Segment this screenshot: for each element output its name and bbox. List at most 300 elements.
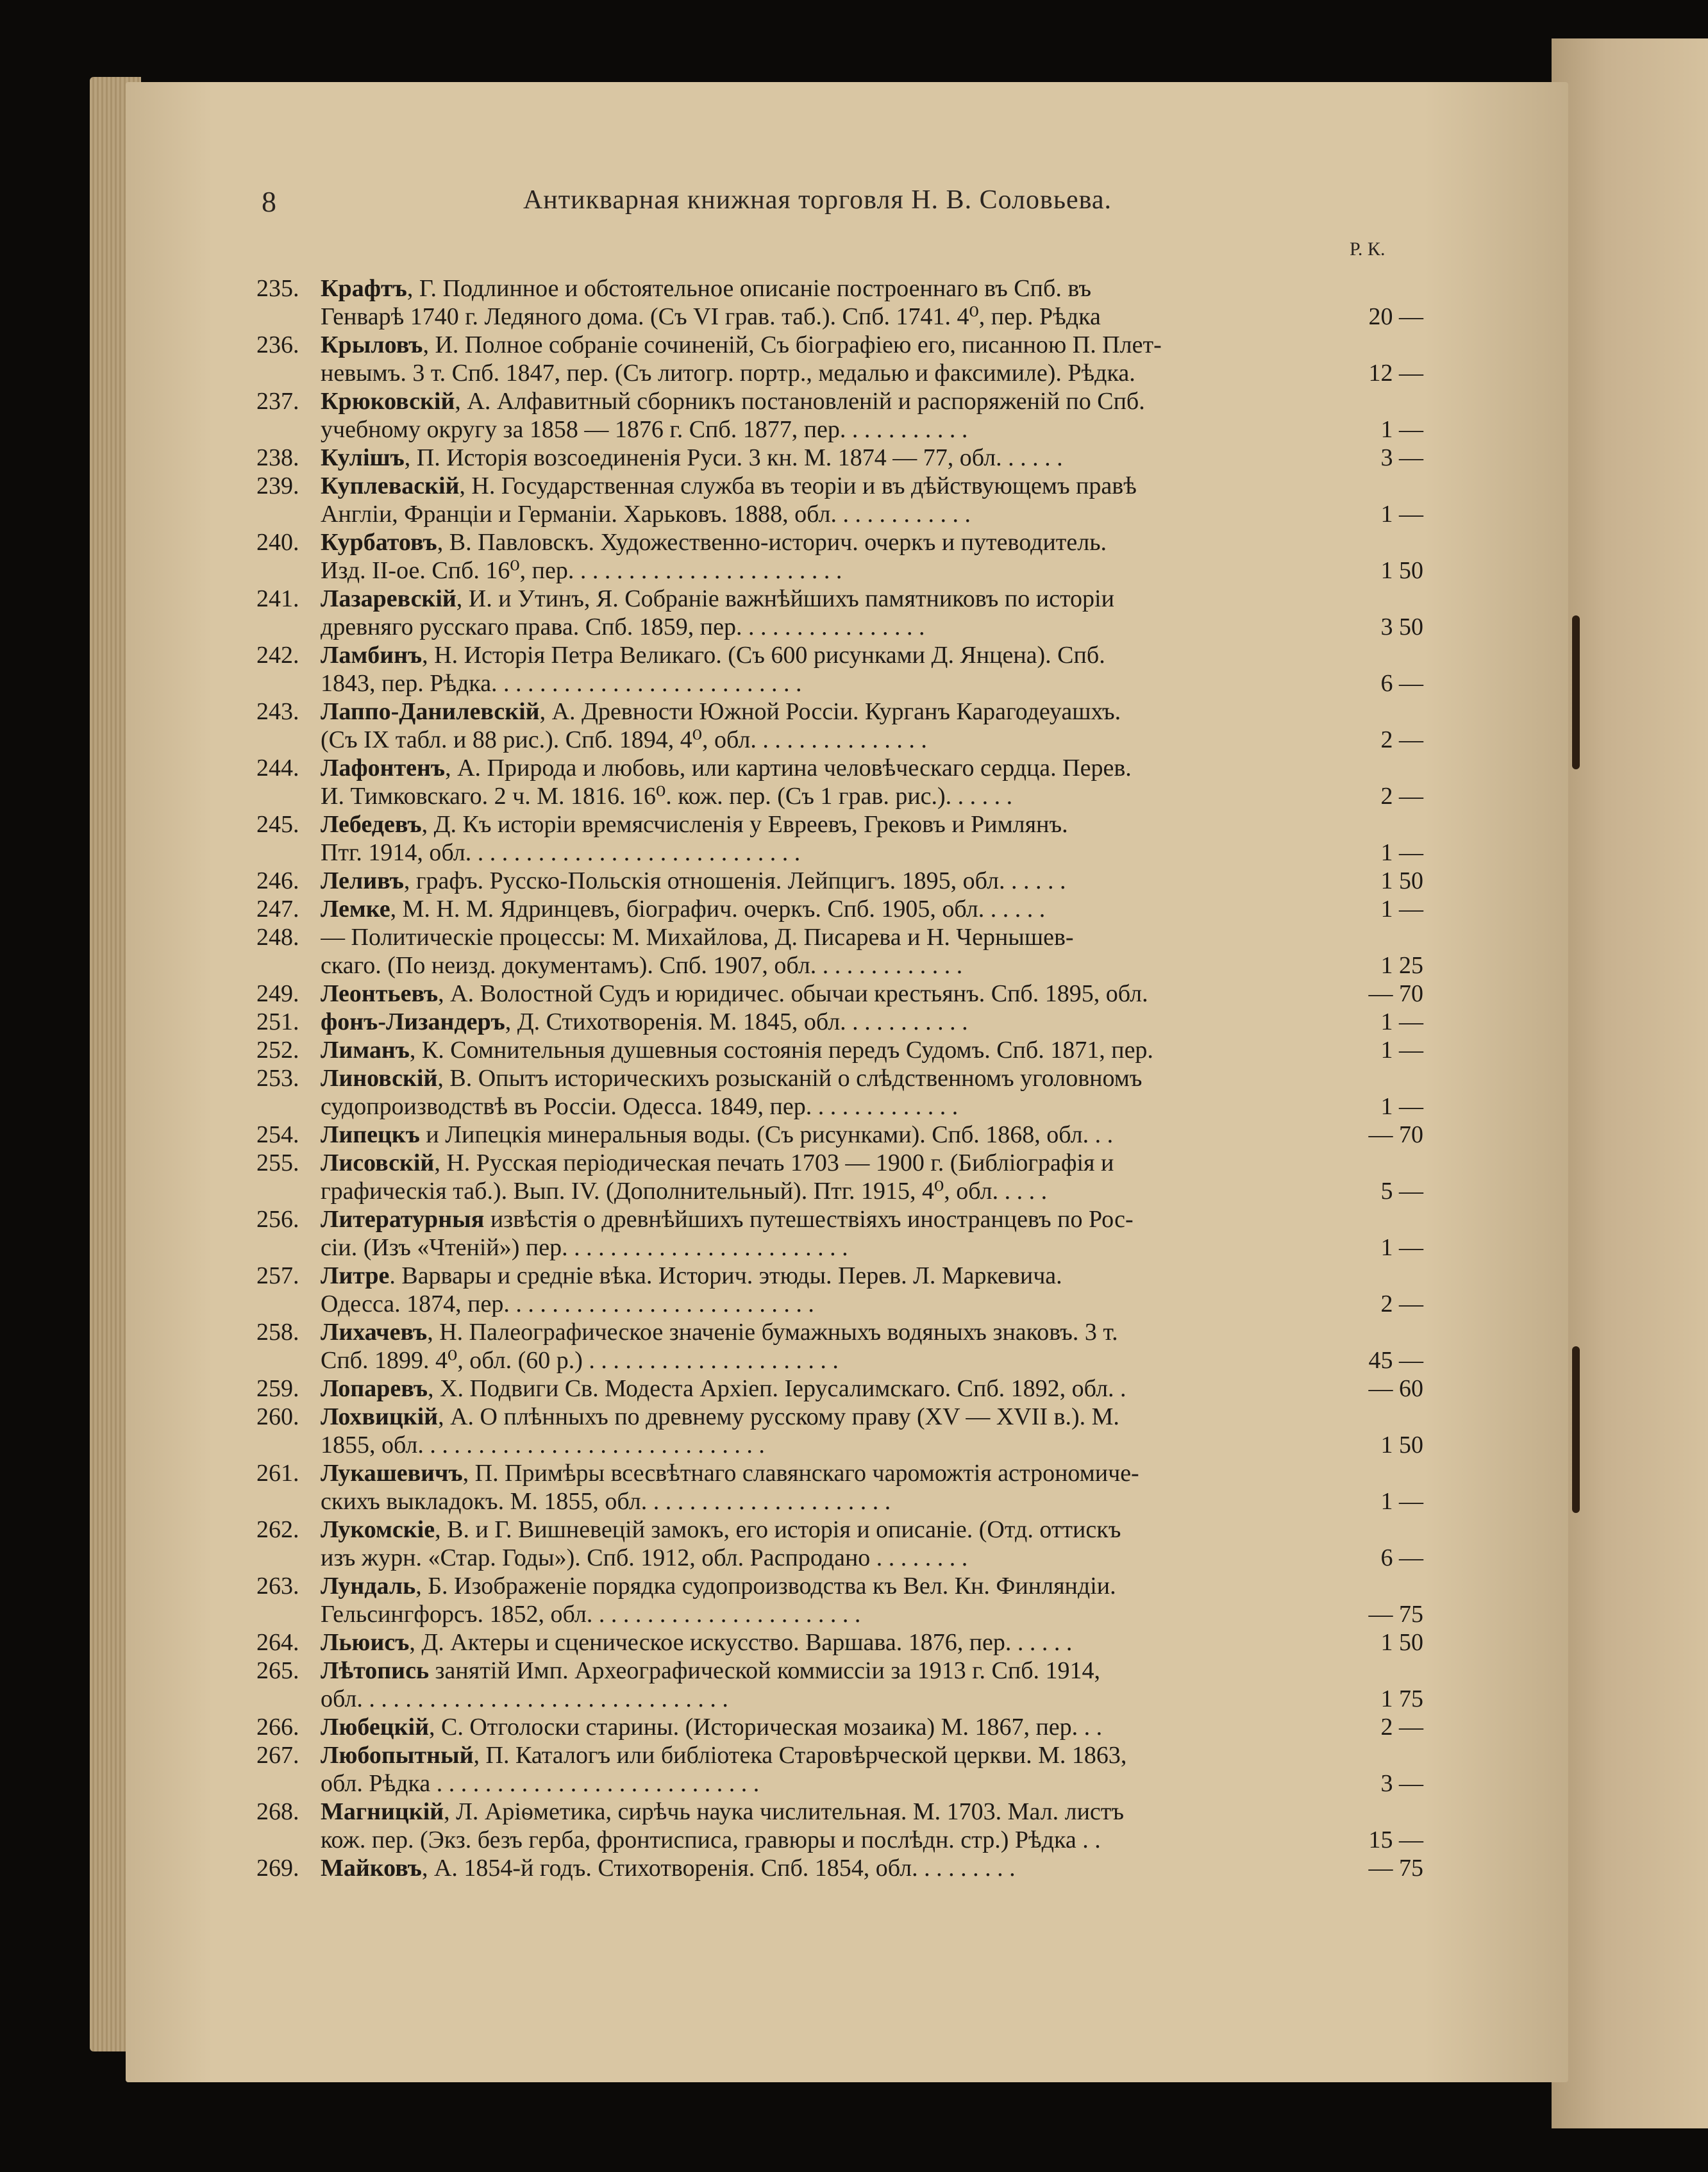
entry-line: [321, 1149, 1423, 1177]
entry-body: [321, 1149, 1423, 1205]
entry-text: [321, 1121, 1113, 1149]
catalogue-entry: [256, 1262, 1423, 1318]
entry-body: [321, 867, 1423, 895]
entry-description: , П. Примѣры всесвѣтнаго славянскаго чароможтія астрономиче-: [462, 1460, 1139, 1487]
entry-description: , Д. Къ исторіи времясчисленія у Евреевъ, Грековъ и Римлянъ.: [421, 811, 1068, 838]
entry-author: Лемке: [321, 896, 390, 923]
entry-body: [321, 923, 1423, 980]
entry-line: [321, 1628, 1423, 1657]
entry-description: , В. Павловскъ. Художественно-историч. очеркъ и путеводитель.: [437, 529, 1107, 556]
entry-author: Лундаль: [321, 1573, 416, 1600]
price-spacer: [1354, 923, 1423, 951]
catalogue-entry: [256, 528, 1423, 585]
entry-price: 1 50: [1380, 1432, 1423, 1458]
entry-body: [321, 1572, 1423, 1628]
entry-text: [321, 1741, 1126, 1769]
entry-text: [321, 415, 967, 444]
entry-line: [321, 1854, 1423, 1882]
entry-price: — 70: [1368, 1121, 1423, 1148]
entry-body: [321, 444, 1423, 472]
entry-description: , М. Н. М. Ядринцевъ, біографич. очеркъ. Спб. 1905, обл. . . . . .: [390, 896, 1046, 923]
entry-body: [321, 698, 1423, 754]
entry-body: [321, 331, 1423, 387]
entry-price: 1 —: [1380, 1008, 1423, 1035]
entry-price: 1 25: [1380, 952, 1423, 979]
catalogue-entry: [256, 754, 1423, 810]
entry-description: Одесса. 1874, пер. . . . . . . . . . . . . . . . . . . . . . . . . .: [321, 1291, 814, 1317]
entry-line: [321, 669, 1423, 698]
entry-description: И. Тимковскаго. 2 ч. М. 1816. 16⁰. кож. пер. (Съ 1 грав. рис.). . . . . .: [321, 783, 1013, 810]
entry-author: Магницкій: [321, 1798, 444, 1825]
entry-number: 252.: [256, 1037, 299, 1064]
entry-line: [321, 1657, 1423, 1685]
entry-line: [321, 1685, 1423, 1713]
entry-line: [321, 1262, 1423, 1290]
entry-line: [321, 1826, 1423, 1854]
catalogue-entry: [256, 1008, 1423, 1036]
entry-price: — 75: [1368, 1855, 1423, 1882]
entry-body: [321, 1205, 1423, 1262]
entry-price: 3 50: [1380, 614, 1423, 640]
entry-number: 235.: [256, 275, 299, 302]
entry-price: 2 —: [1380, 1291, 1423, 1317]
entry-price: 5 —: [1380, 1178, 1423, 1205]
entry-text: [321, 1290, 814, 1318]
entry-number: 240.: [256, 529, 299, 556]
entry-price: 3 —: [1380, 1770, 1423, 1797]
price-spacer: [1354, 1205, 1423, 1233]
entry-text: [321, 1600, 860, 1628]
entry-line: [321, 1713, 1423, 1741]
price-spacer: [1354, 1657, 1423, 1685]
entry-line: [321, 1600, 1423, 1628]
entry-description: . Варвары и средніе вѣка. Историч. этюды. Перев. Л. Маркевича.: [389, 1262, 1062, 1289]
catalogue-entry: [256, 641, 1423, 698]
entry-number: 265.: [256, 1657, 299, 1684]
entry-body: [321, 1657, 1423, 1713]
catalogue-entry: [256, 923, 1423, 980]
entry-description: сіи. (Изъ «Чтеній») пер. . . . . . . . . . . . . . . . . . . . . . . .: [321, 1234, 848, 1261]
entry-description: , Н. Русская періодическая печать 1703 — 1900 г. (Библіографія и: [434, 1149, 1114, 1176]
entry-price: 2 —: [1380, 1714, 1423, 1741]
catalogue-entry: [256, 1798, 1423, 1854]
entry-line: [321, 1036, 1423, 1064]
entry-body: [321, 1459, 1423, 1516]
entry-number: 242.: [256, 642, 299, 669]
entry-line: [321, 923, 1423, 951]
catalogue-entry: [256, 1318, 1423, 1374]
entry-author: Лиманъ: [321, 1037, 410, 1064]
entry-line: [321, 951, 1423, 980]
entry-body: [321, 585, 1423, 641]
entry-author: Леонтьевъ: [321, 980, 439, 1007]
entry-text: [321, 641, 1105, 669]
entry-number: 263.: [256, 1573, 299, 1600]
entry-price: 1 —: [1380, 839, 1423, 866]
binding-thread-mark: [1572, 615, 1580, 769]
entry-text: [321, 1459, 1139, 1487]
entry-description: извѣстія о древнѣйшихъ путешествіяхъ иностранцевъ по Рос-: [484, 1206, 1134, 1233]
entry-description: Гельсингфорсъ. 1852, обл. . . . . . . . . . . . . . . . . . . . . . .: [321, 1601, 861, 1628]
entry-line: [321, 980, 1423, 1008]
entry-description: , Л. Аріѳметика, сирѣчь наука числительная. М. 1703. Мал. листъ: [444, 1798, 1125, 1825]
entry-text: [321, 1769, 759, 1798]
entry-price: 1 50: [1380, 1629, 1423, 1656]
entry-description: , И. и Утинъ, Я. Собраніе важнѣйшихъ памятниковъ по исторіи: [456, 585, 1114, 612]
entry-number: 247.: [256, 896, 299, 923]
entry-text: [321, 1685, 728, 1713]
entry-text: [321, 1177, 1047, 1205]
catalogue-entry: [256, 1713, 1423, 1741]
entry-line: [321, 1544, 1423, 1572]
catalogue-entry: [256, 1149, 1423, 1205]
entry-author: Лопаревъ: [321, 1375, 428, 1402]
entry-description: , С. Отголоски старины. (Историческая мозаика) М. 1867, пер. . .: [428, 1714, 1103, 1741]
entry-price: 20 —: [1368, 303, 1423, 330]
entry-number: 264.: [256, 1629, 299, 1656]
entry-text: [321, 782, 1012, 810]
price-spacer: [1354, 1318, 1423, 1346]
entry-number: 262.: [256, 1516, 299, 1543]
entry-description: кож. пер. (Экз. безъ герба, фронтисписа, гравюры и послѣдн. стр.) Рѣдка . .: [321, 1826, 1101, 1853]
catalogue-entry: [256, 387, 1423, 444]
entry-text: [321, 1826, 1101, 1854]
entry-body: [321, 1403, 1423, 1459]
entry-number: 239.: [256, 472, 299, 499]
entry-text: [321, 1149, 1114, 1177]
entry-description: , А. О плѣнныхъ по древнему русскому праву (XV — XVII в.). М.: [438, 1403, 1119, 1430]
entry-author: Линовскій: [321, 1065, 438, 1092]
entry-text: [321, 1262, 1062, 1290]
running-header: Антикварная книжная торговля Н. В. Соловьева.: [523, 185, 1112, 215]
entry-text: [321, 867, 1066, 895]
entry-text: [321, 1403, 1119, 1431]
binding-thread-mark: [1572, 1346, 1580, 1513]
entry-body: [321, 1121, 1423, 1149]
catalogue-entry: [256, 810, 1423, 867]
entry-description: Генварѣ 1740 г. Ледяного дома. (Съ VI грав. таб.). Спб. 1741. 4⁰, пер. Рѣдка: [321, 303, 1101, 330]
entry-description: учебному округу за 1858 — 1876 г. Спб. 1877, пер. . . . . . . . . . .: [321, 416, 968, 443]
entry-text: [321, 726, 927, 754]
entry-price: 1 —: [1380, 416, 1423, 443]
entry-description: скаго. (По неизд. документамъ). Спб. 1907, обл. . . . . . . . . . . . .: [321, 952, 963, 979]
entry-price: 1 —: [1380, 1093, 1423, 1120]
entry-line: [321, 1121, 1423, 1149]
entry-description: скихъ выкладокъ. М. 1855, обл. . . . . . . . . . . . . . . . . . . . .: [321, 1488, 891, 1515]
entry-description: судопроизводствѣ въ Россіи. Одесса. 1849, пер. . . . . . . . . . . . .: [321, 1093, 959, 1120]
entry-number: 246.: [256, 867, 299, 894]
entry-body: [321, 641, 1423, 698]
catalogue-entry: [256, 1572, 1423, 1628]
entry-number: 255.: [256, 1149, 299, 1176]
entry-body: [321, 1008, 1423, 1036]
price-spacer: [1354, 1741, 1423, 1769]
entry-body: [321, 528, 1423, 585]
entry-author: Куплеваскій: [321, 472, 460, 499]
price-spacer: [1354, 274, 1423, 303]
catalogue-entry: [256, 980, 1423, 1008]
entry-line: [321, 810, 1423, 839]
entry-author: Майковъ: [321, 1855, 422, 1882]
entry-body: [321, 1628, 1423, 1657]
entry-number: 249.: [256, 980, 299, 1007]
entry-line: [321, 867, 1423, 895]
catalogue-entry: [256, 1516, 1423, 1572]
entry-text: [321, 754, 1132, 782]
catalogue-entry: [256, 1064, 1423, 1121]
entry-number: 243.: [256, 698, 299, 725]
entry-line: [321, 274, 1423, 303]
catalogue-entry: [256, 1403, 1423, 1459]
entry-text: [321, 1008, 968, 1036]
entry-number: 245.: [256, 811, 299, 838]
entry-number: 254.: [256, 1121, 299, 1148]
entry-author: Крыловъ: [321, 331, 423, 358]
entry-text: [321, 810, 1068, 839]
catalogue-entry: [256, 331, 1423, 387]
entry-author: Лукомскіе: [321, 1516, 435, 1543]
entry-line: [321, 556, 1423, 585]
price-spacer: [1354, 387, 1423, 415]
entry-description: , В. и Г. Вишневецій замокъ, его исторія и описаніе. (Отд. оттискъ: [435, 1516, 1121, 1543]
entry-description: , Д. Актеры и сценическое искусство. Варшава. 1876, пер. . . . . .: [409, 1629, 1073, 1656]
entry-author: Лукашевичъ: [321, 1460, 463, 1487]
entry-text: [321, 1318, 1118, 1346]
entry-line: [321, 387, 1423, 415]
entry-text: [321, 387, 1145, 415]
entry-text: [321, 1657, 1100, 1685]
entry-body: [321, 1374, 1423, 1403]
entry-line: [321, 472, 1423, 500]
catalogue-entry: [256, 698, 1423, 754]
entry-line: [321, 1318, 1423, 1346]
catalogue-entry: [256, 1657, 1423, 1713]
currency-header: Р. К.: [1350, 238, 1386, 260]
price-spacer: [1354, 331, 1423, 359]
entry-body: [321, 895, 1423, 923]
entry-line: [321, 528, 1423, 556]
entry-line: [321, 1572, 1423, 1600]
entry-number: 269.: [256, 1855, 299, 1882]
entry-number: 248.: [256, 924, 299, 951]
entry-number: 266.: [256, 1714, 299, 1741]
price-spacer: [1354, 810, 1423, 839]
entry-description: , Н. Палеографическое значеніе бумажныхъ водяныхъ знаковъ. 3 т.: [427, 1319, 1118, 1346]
entry-price: 3 —: [1380, 444, 1423, 471]
catalogue-entry: [256, 585, 1423, 641]
entry-author: Кулішъ: [321, 444, 405, 471]
price-spacer: [1354, 1459, 1423, 1487]
entry-body: [321, 1741, 1423, 1798]
entry-text: [321, 274, 1091, 303]
entry-number: 261.: [256, 1460, 299, 1487]
catalogue-entry: [256, 1036, 1423, 1064]
entry-text: [321, 444, 1063, 472]
entry-author: Лазаревскій: [321, 585, 456, 612]
catalogue-entry: [256, 1628, 1423, 1657]
entry-description: занятій Имп. Археографической коммиссіи за 1913 г. Спб. 1914,: [429, 1657, 1101, 1684]
entry-line: [321, 895, 1423, 923]
entry-price: 12 —: [1368, 360, 1423, 387]
catalogue-entry: [256, 1741, 1423, 1798]
entry-body: [321, 1854, 1423, 1882]
entry-author: Липецкъ: [321, 1121, 420, 1148]
entry-line: [321, 303, 1423, 331]
entry-line: [321, 415, 1423, 444]
entry-author: Крюковскій: [321, 388, 455, 415]
entry-text: [321, 1516, 1121, 1544]
entry-description: Изд. II-ое. Спб. 16⁰, пер. . . . . . . . . . . . . . . . . . . . . . .: [321, 557, 842, 584]
entry-description: , А. Древности Южной Россіи. Курганъ Карагодеуашхъ.: [539, 698, 1121, 725]
price-spacer: [1354, 1064, 1423, 1092]
entry-author: Лисовскій: [321, 1149, 435, 1176]
entry-body: [321, 754, 1423, 810]
entry-author: Крафтъ: [321, 275, 407, 302]
price-spacer: [1354, 528, 1423, 556]
price-spacer: [1354, 1572, 1423, 1600]
entry-price: 1 75: [1380, 1685, 1423, 1712]
entry-text: [321, 1205, 1134, 1233]
entry-body: [321, 1798, 1423, 1854]
price-spacer: [1354, 1149, 1423, 1177]
entry-description: , П. Каталогъ или библіотека Старовѣрческой церкви. М. 1863,: [473, 1742, 1127, 1769]
entry-price: 1 —: [1380, 1488, 1423, 1515]
entry-author: Лафонтенъ: [321, 755, 446, 781]
entry-price: 2 —: [1380, 726, 1423, 753]
entry-text: [321, 528, 1107, 556]
entry-line: [321, 1205, 1423, 1233]
entry-line: [321, 698, 1423, 726]
entry-author: Ламбинъ: [321, 642, 423, 669]
price-spacer: [1354, 1798, 1423, 1826]
entry-line: [321, 1346, 1423, 1374]
entry-line: [321, 1487, 1423, 1516]
entry-description: и Липецкія минеральныя воды. (Съ рисунками). Спб. 1868, обл. . .: [419, 1121, 1114, 1148]
entry-line: [321, 1008, 1423, 1036]
entry-description: , П. Исторія возсоединенія Руси. 3 кн. М. 1874 — 77, обл. . . . . .: [404, 444, 1063, 471]
entry-price: 1 —: [1380, 896, 1423, 923]
catalogue-entry: [256, 1459, 1423, 1516]
catalogue-entry: [256, 895, 1423, 923]
entry-line: [321, 331, 1423, 359]
entry-text: [321, 1092, 958, 1121]
entry-description: Спб. 1899. 4⁰, обл. (60 р.) . . . . . . . . . . . . . . . . . . . . .: [321, 1347, 839, 1374]
catalogue-entry: [256, 274, 1423, 331]
entry-text: [321, 1544, 967, 1572]
entry-description: изъ журн. «Стар. Годы»). Спб. 1912, обл. Распродано . . . . . . . .: [321, 1544, 968, 1571]
entry-description: 1855, обл. . . . . . . . . . . . . . . . . . . . . . . . . . . . .: [321, 1432, 765, 1458]
entry-price: 6 —: [1380, 1544, 1423, 1571]
entry-price: 1 —: [1380, 1037, 1423, 1064]
entry-description: (Съ IX табл. и 88 рис.). Спб. 1894, 4⁰, обл. . . . . . . . . . . . . . .: [321, 726, 927, 753]
entry-author: Любопытный: [321, 1742, 474, 1769]
entry-number: 260.: [256, 1403, 299, 1430]
entry-text: [321, 1628, 1072, 1657]
catalogue-entries: [256, 274, 1423, 1882]
entry-author: Льюисъ: [321, 1629, 410, 1656]
catalogue-entry: [256, 1374, 1423, 1403]
catalogue-entry: [256, 1854, 1423, 1882]
entry-text: [321, 613, 925, 641]
entry-description: , А. Алфавитный сборникъ постановленій и распоряженій по Спб.: [455, 388, 1145, 415]
entry-author: фонъ-Лизандеръ: [321, 1008, 505, 1035]
entry-line: [321, 1064, 1423, 1092]
entry-line: [321, 1403, 1423, 1431]
entry-price: 45 —: [1368, 1347, 1423, 1374]
entry-line: [321, 726, 1423, 754]
entry-line: [321, 1290, 1423, 1318]
entry-body: [321, 1318, 1423, 1374]
entry-line: [321, 641, 1423, 669]
entry-author: Лихачевъ: [321, 1319, 428, 1346]
entry-text: [321, 1854, 1016, 1882]
catalogue-entry: [256, 444, 1423, 472]
entry-description: , В. Опытъ историческихъ розысканій о слѣдственномъ уголовномъ: [437, 1065, 1143, 1092]
price-spacer: [1354, 472, 1423, 500]
entry-description: 1843, пер. Рѣдка. . . . . . . . . . . . . . . . . . . . . . . . . .: [321, 670, 802, 697]
entry-line: [321, 1233, 1423, 1262]
entry-text: [321, 951, 962, 980]
entry-line: [321, 754, 1423, 782]
price-spacer: [1354, 641, 1423, 669]
entry-text: [321, 1064, 1142, 1092]
entry-line: [321, 839, 1423, 867]
entry-line: [321, 1769, 1423, 1798]
entry-price: 1 —: [1380, 1234, 1423, 1261]
entry-number: 256.: [256, 1206, 299, 1233]
entry-body: [321, 274, 1423, 331]
entry-text: [321, 1346, 839, 1374]
entry-body: [321, 472, 1423, 528]
entry-price: — 70: [1368, 980, 1423, 1007]
entry-author: Литре: [321, 1262, 390, 1289]
entry-description: , Б. Изображеніе порядка судопроизводства къ Вел. Кн. Финляндіи.: [415, 1573, 1116, 1600]
entry-number: 244.: [256, 755, 299, 781]
entry-text: [321, 1798, 1124, 1826]
entry-number: 257.: [256, 1262, 299, 1289]
entry-description: , Д. Стихотворенія. М. 1845, обл. . . . . . . . . . .: [505, 1008, 968, 1035]
entry-number: 268.: [256, 1798, 299, 1825]
entry-price: 1 50: [1380, 557, 1423, 584]
entry-description: невымъ. 3 т. Спб. 1847, пер. (Съ литогр. портр., медалью и факсимиле). Рѣдка.: [321, 360, 1135, 387]
entry-line: [321, 613, 1423, 641]
entry-text: [321, 895, 1045, 923]
entry-description: , А. Волостной Судъ и юридичес. обычаи крестьянъ. Спб. 1895, обл.: [438, 980, 1148, 1007]
entry-text: [321, 331, 1162, 359]
entry-description: обл. . . . . . . . . . . . . . . . . . . . . . . . . . . . . . .: [321, 1685, 728, 1712]
entry-line: [321, 1516, 1423, 1544]
price-spacer: [1354, 754, 1423, 782]
entry-line: [321, 1431, 1423, 1459]
entry-author: Лѣтопись: [321, 1657, 430, 1684]
entry-text: [321, 1487, 891, 1516]
catalogue-entry: [256, 1205, 1423, 1262]
entry-price: 1 —: [1380, 501, 1423, 528]
entry-body: [321, 980, 1423, 1008]
entry-body: [321, 387, 1423, 444]
entry-description: , А. Природа и любовь, или картина человѣческаго сердца. Перев.: [445, 755, 1132, 781]
entry-body: [321, 1516, 1423, 1572]
entry-price: — 60: [1368, 1375, 1423, 1402]
entry-number: 253.: [256, 1065, 299, 1092]
entry-description: Англіи, Франціи и Германіи. Харьковъ. 1888, обл. . . . . . . . . . . .: [321, 501, 971, 528]
entry-description: , Н. Исторія Петра Великаго. (Съ 600 рисунками Д. Янцена). Спб.: [422, 642, 1105, 669]
entry-text: [321, 359, 1135, 387]
catalogue-entry: [256, 472, 1423, 528]
entry-line: [321, 1374, 1423, 1403]
entry-number: 251.: [256, 1008, 299, 1035]
entry-author: Лохвицкій: [321, 1403, 439, 1430]
